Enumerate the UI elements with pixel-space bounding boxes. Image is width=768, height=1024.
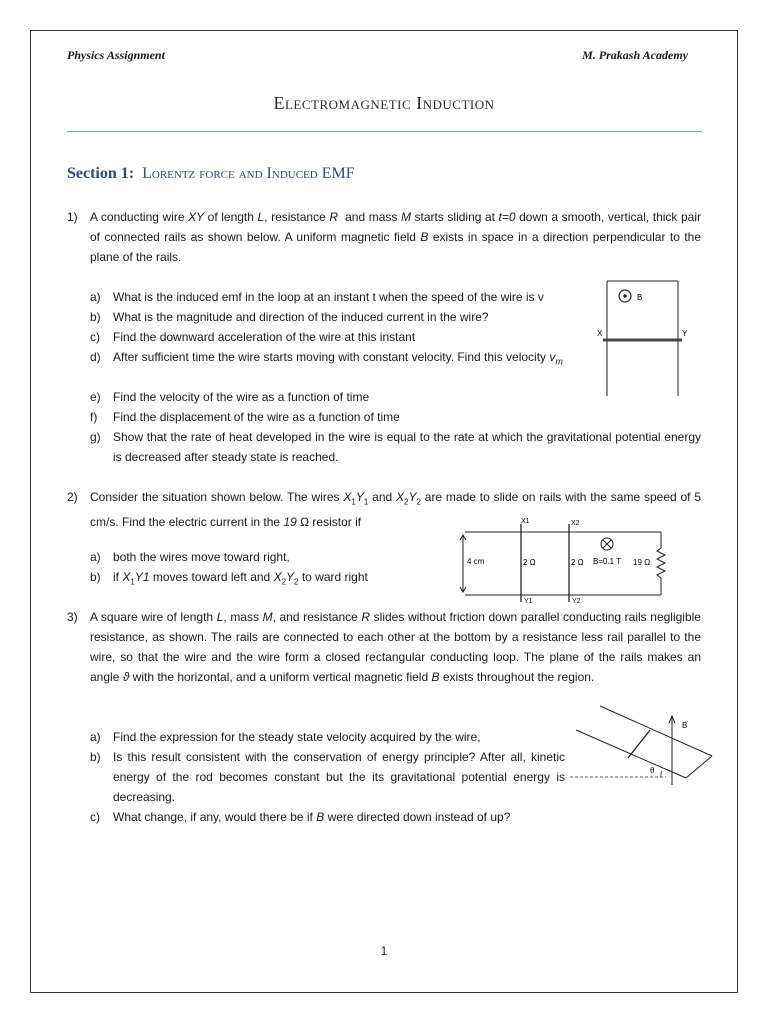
header-right: M. Prakash Academy <box>582 48 688 62</box>
resistor-1-label: 2 Ω <box>523 558 536 567</box>
document-title: Electromagnetic Induction <box>273 93 495 113</box>
q1-x-label: X <box>597 329 603 338</box>
angle-label: θ <box>650 766 655 775</box>
field-value-label: B=0.1 T <box>593 557 622 566</box>
section-heading <box>67 165 355 183</box>
y1-label: Y1 <box>524 598 533 605</box>
q2-statement: Consider the situation shown below. The wires $X_1Y_1$ and $X_2Y_2$ are made to slide on rails with the same speed of 5 cm/s. Find the electric current in the 19 Ω resistor if <box>90 490 701 530</box>
x2-label: X2 <box>571 520 580 527</box>
title-rule <box>67 131 702 132</box>
q1-number: 1) <box>67 210 78 224</box>
header-left: Physics Assignment <box>67 48 165 62</box>
q3-statement: A square wire of length L, mass M, and resistance R slides without friction down parallel conducting rails negligible resistance, as shown. The rails are connected to each other at the bottom by a resistance less rail parallel to the wire, so that the wire and the wire form a closed rectangular conducting loop. The plane of the rails makes an angle ϑ with the horizontal, and a uniform vertical magnetic field B exists throughout the region. <box>90 610 701 684</box>
x1-label: X1 <box>521 518 530 525</box>
q3-field-label: B <box>682 721 688 730</box>
q3-number: 3) <box>67 610 78 624</box>
page-number: 1 <box>380 944 388 958</box>
q1-rails-figure <box>592 278 692 405</box>
section-number: Section 1: <box>67 165 135 182</box>
resistor-2-label: 2 Ω <box>571 558 584 567</box>
resistor-zigzag <box>657 548 665 578</box>
width-label: 4 cm <box>467 557 485 566</box>
q3-incline-figure <box>568 700 718 795</box>
y2-label: Y2 <box>572 598 581 605</box>
resistor-3-label: 19 Ω <box>633 558 651 567</box>
q2-circuit-figure <box>455 512 670 612</box>
section-name: Lorentz force and Induced EMF <box>142 165 355 182</box>
q1-field-label: B <box>637 293 643 302</box>
q1-y-label: Y <box>682 329 688 338</box>
q1-statement: A conducting wire XY of length L, resistance R and mass M starts sliding at t=0 down a smooth, vertical, thick pair of connected rails as shown below. A uniform magnetic field B exists in space in a direction perpendicular to the plane of the rails. <box>90 210 701 264</box>
q2-number: 2) <box>67 490 78 504</box>
